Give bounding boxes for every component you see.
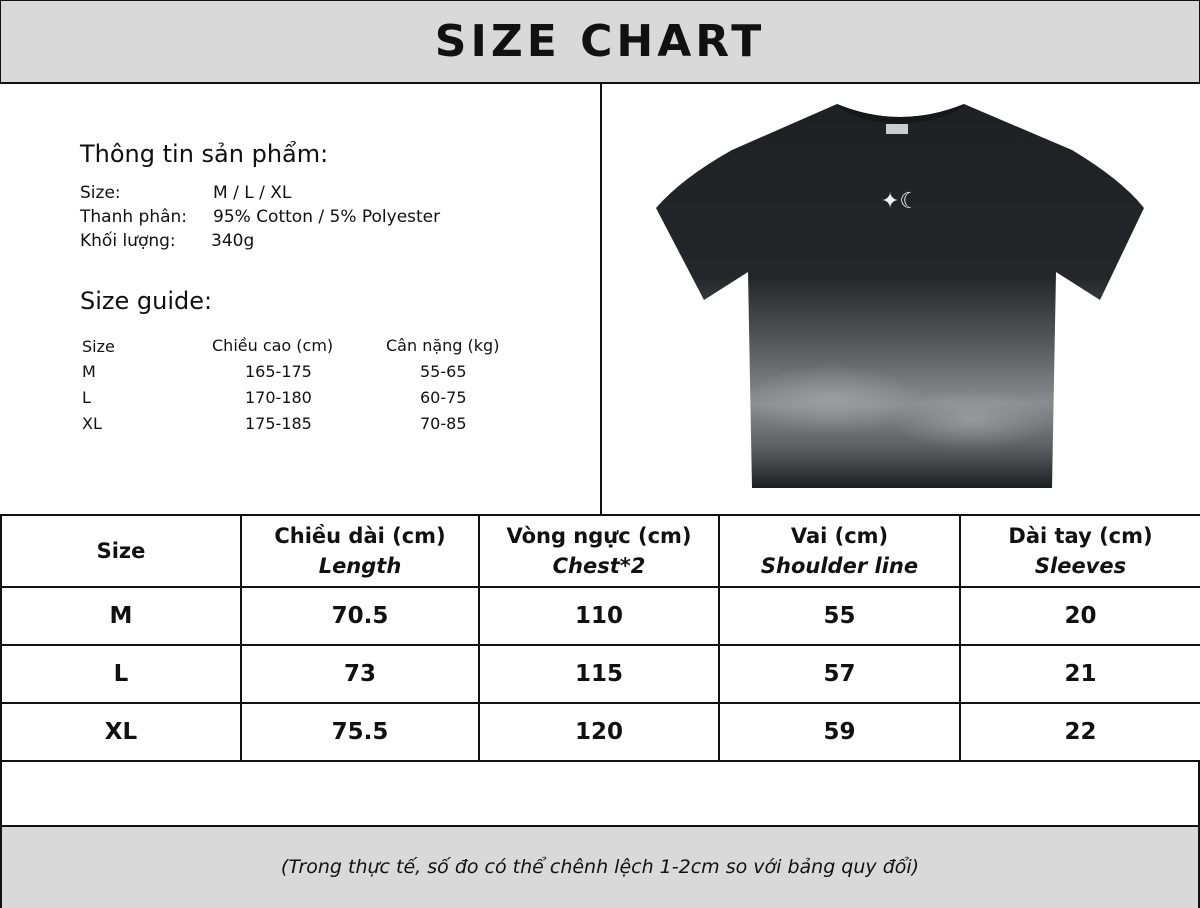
size-guide-height: 170-180 [245, 388, 312, 407]
size-guide-weight: 70-85 [420, 414, 467, 433]
size-guide-size: M [82, 362, 96, 381]
cell-chest: 120 [479, 703, 719, 761]
table-row [1, 587, 1200, 645]
cell-size: M [1, 587, 241, 645]
table-row [1, 645, 1200, 703]
measurement-table [0, 514, 1200, 762]
cell-shoulder: 57 [719, 645, 960, 703]
spec-material-label: Thanh phân: [80, 207, 188, 227]
cell-sleeves: 21 [960, 645, 1200, 703]
size-guide-height: 175-185 [245, 414, 312, 433]
spec-size-value: M / L / XL [213, 183, 292, 203]
size-guide-header-weight: Cân nặng (kg) [386, 336, 500, 355]
size-guide-weight: 55-65 [420, 362, 467, 381]
title-banner [0, 0, 1200, 84]
blank-row [0, 760, 1200, 825]
cell-sleeves: 20 [960, 587, 1200, 645]
size-guide-height: 165-175 [245, 362, 312, 381]
spec-weight-label: Khối lượng: [80, 231, 176, 251]
spec-weight-value: 340g [211, 231, 255, 251]
cell-size: XL [1, 703, 241, 761]
spec-material-value: 95% Cotton / 5% Polyester [213, 207, 441, 227]
size-guide-weight: 60-75 [420, 388, 467, 407]
header-length: Chiều dài (cm) Length [241, 515, 479, 587]
cell-shoulder: 55 [719, 587, 960, 645]
size-guide-header-height: Chiều cao (cm) [212, 336, 334, 355]
size-guide-header-size: Size [82, 337, 115, 356]
size-guide-size: XL [82, 414, 102, 433]
cell-length: 70.5 [241, 587, 479, 645]
divider [600, 84, 602, 515]
cell-sleeves: 22 [960, 703, 1200, 761]
product-info-heading: Thông tin sản phẩm: [80, 140, 329, 168]
cell-length: 75.5 [241, 703, 479, 761]
size-guide-size: L [82, 388, 91, 407]
svg-text:✦☾: ✦☾ [880, 189, 920, 214]
table-header-row [1, 515, 1200, 587]
cell-chest: 110 [479, 587, 719, 645]
header-sleeves: Dài tay (cm) Sleeves [960, 515, 1200, 587]
header-shoulder: Vai (cm) Shoulder line [719, 515, 960, 587]
header-chest: Vòng ngực (cm) Chest*2 [479, 515, 719, 587]
table-row [1, 703, 1200, 761]
tshirt-image [652, 100, 1148, 492]
cell-shoulder: 59 [719, 703, 960, 761]
header-size: Size [1, 515, 241, 587]
footer-note: (Trong thực tế, số đo có thể chênh lệch 1-2cm so với bảng quy đổi) [0, 825, 1200, 908]
size-guide-heading: Size guide: [80, 287, 213, 315]
cell-chest: 115 [479, 645, 719, 703]
page-title: SIZE CHART [434, 16, 766, 67]
cell-length: 73 [241, 645, 479, 703]
spec-size-label: Size: [80, 183, 121, 203]
cell-size: L [1, 645, 241, 703]
